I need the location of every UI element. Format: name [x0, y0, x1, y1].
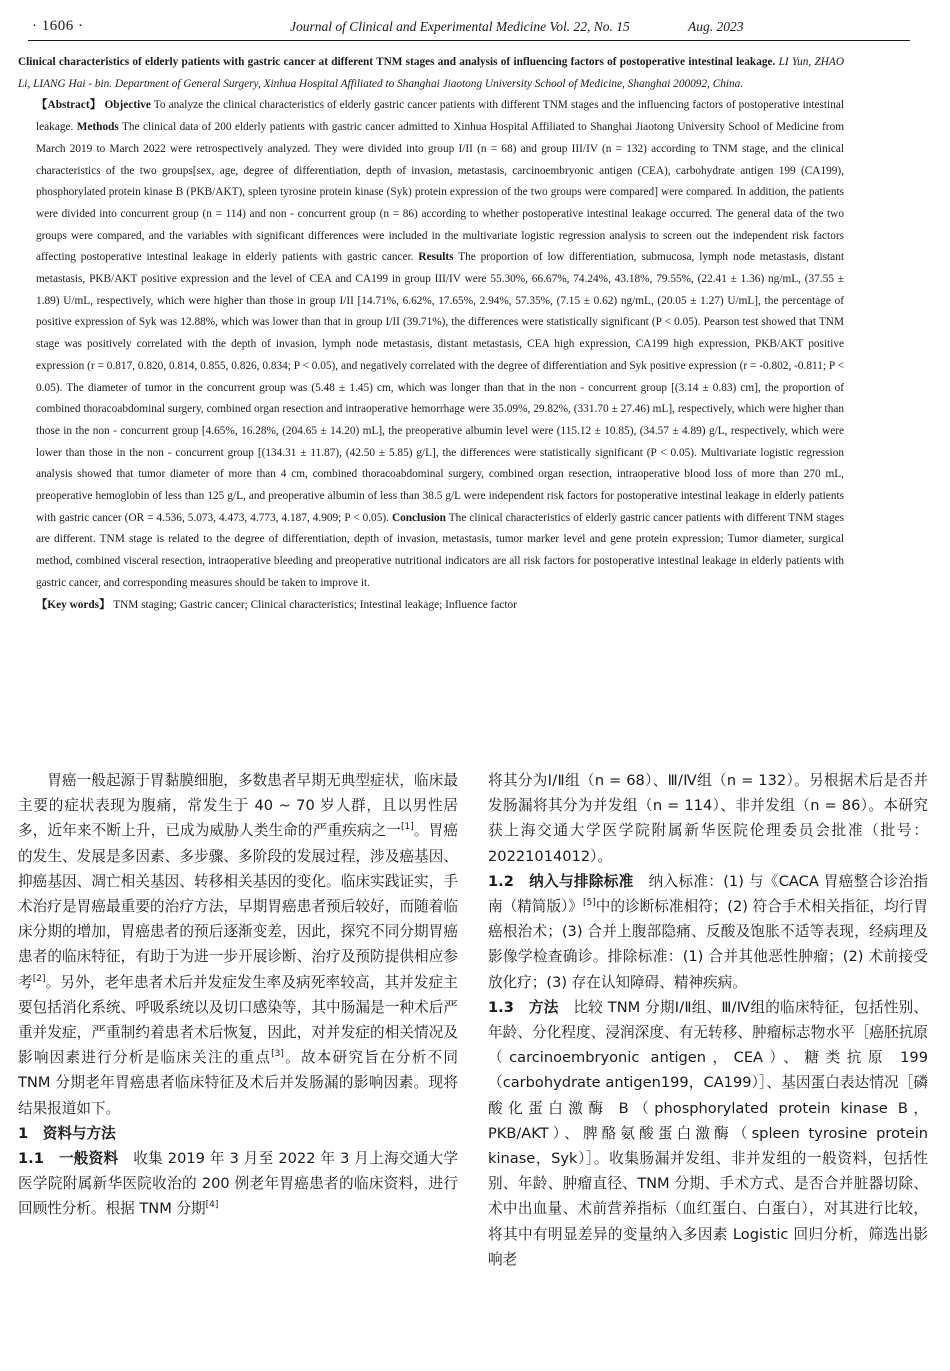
subsection-1-2-text-2: 中的诊断标准相符；(2) 符合手术相关指征，均行胃癌根治术；(3) 合并上腹部隐痛、反酸及饱胀不适等表现，经病理及影像学检查确诊。排除标准：(1) 合并其他恶性肿瘤；(2) 术前接受放化疗；(3) 存在认知障碍、精神疾病。 [488, 898, 928, 991]
subsection-1-2-text-1: 纳入标准：(1) 与《CACA 胃癌整合诊治指南（精简版）》 [488, 872, 928, 916]
citation-2: [2] [32, 973, 46, 984]
keywords-label: 【Key words】 [36, 598, 111, 611]
page-number: · 1606 · [32, 18, 84, 34]
methods-label: Methods [76, 121, 119, 134]
subsection-1-3-title: 1.3 方法 [488, 998, 559, 1016]
left-column [18, 768, 458, 1222]
issue-date: Aug. 2023 [688, 19, 744, 34]
subsection-1-2 [488, 869, 928, 995]
running-header [28, 16, 910, 41]
intro-text-3: 。另外，老年患者术后并发症发生率及病死率较高，其并发症主要包括消化系统、呼吸系统以及切口感染等，其中肠漏是一种术后严重并发症，严重制约着患者术后恢复，因此，对并发症的相关情况及影响因素进行分析是临床关注的重点 [18, 973, 458, 1067]
intro-paragraph [18, 768, 458, 1121]
intro-text-1: 胃癌一般起源于胃黏膜细胞，多数患者早期无典型症状，临床最主要的症状表现为腹痛，常发生于 40 ~ 70 岁人群，且以男性居多，近年来不断上升，已成为威胁人类生命的严重疾病之一 [18, 772, 458, 840]
english-authors: LI Yun, ZHAO Li, LIANG Hai - bin. [18, 56, 844, 90]
subsection-1-1 [18, 1146, 458, 1222]
subsection-1-3 [488, 995, 928, 1272]
english-affiliation: Department of General Surgery, Xinhua Hospital Affiliated to Shanghai Jiaotong University School of Medicine, Shanghai 200092, China. [114, 77, 744, 90]
citation-4: [4] [205, 1200, 219, 1211]
abstract-label: 【Abstract】 [36, 99, 102, 112]
english-title: Clinical characteristics of elderly patients with gastric cancer at different TNM stages and analysis of influencing factors of postoperative intestinal leakage. [18, 56, 776, 68]
subsection-1-3-text: 比较 TNM 分期Ⅰ/Ⅱ组、Ⅲ/Ⅳ组的临床特征，包括性别、年龄、分化程度、浸润深度、有无转移、肿瘤标志物水平［癌胚抗原（carcinoembryonic antigen，CEA）、糖类抗原 199（carbohydrate antigen199，CA199）］、基因蛋白表达情况［磷酸化蛋白激酶 B（phosphorylated protein kinase B，PKB/AKT）、脾酪氨酸蛋白激酶（spleen tyrosine protein kinase，Syk）］。收集肠漏并发组、非并发组的一般资料，包括性别、年龄、肿瘤直径、TNM 分期、手术方式、是否合并脏器切除、术中出血量、术前营养指标（血红蛋白、白蛋白），对其进行比较，将其中有明显差异的变量纳入多因素 Logistic 回归分析，筛选出影响老 [488, 998, 928, 1268]
keywords-line [18, 595, 844, 617]
journal-name: Journal of Clinical and Experimental Medicine Vol. 22, No. 15 [290, 19, 630, 34]
objective-text: To analyze the clinical characteristics of elderly gastric cancer patients with different TNM stages and the influencing factors of postoperative intestinal leakage. [36, 99, 844, 134]
results-label: Results [418, 251, 454, 264]
subsection-1-1-text: 收集 2019 年 3 月至 2022 年 3 月上海交通大学医学院附属新华医院收治的 200 例老年胃癌患者的临床资料，进行回顾性分析。根据 TNM 分期 [18, 1150, 458, 1218]
right-column [488, 768, 928, 1272]
intro-text-2: 。胃癌的发生、发展是多因素、多步骤、多阶段的发展过程，涉及癌基因、抑癌基因、凋亡相关基因、转移相关基因的变化。临床实践证实，手术治疗是胃癌最重要的治疗方法，早期胃癌患者预后较好，而随着临床分期的增加，胃癌患者的预后逐渐变差，因此，探究不同分期胃癌患者的临床特征，有助于为进一步开展诊断、治疗及预防提供相应参考 [18, 822, 458, 991]
conclusion-text: The clinical characteristics of elderly gastric cancer patients with different TNM stages are different. TNM stage is related to the degree of differentiation, depth of invasion, metastasis, tumor marker level and gene protein expression; Tumor diameter, surgical method, combined visceral resection, intraoperative bleeding and preoperative nutritional indicators are all risk factors for postoperative intestinal leakage in elderly patients with gastric cancer, and corresponding measures should be taken to improve it. [36, 511, 845, 589]
citation-3: [3] [271, 1049, 284, 1060]
results-text: The proportion of low differentiation, submucosa, lymph node metastasis, distant metastasis, PKB/AKT positive expression and the level of CEA and CA199 in group III/IV were 55.30%, 66.67%, 74.24%, 43.18%, 79.55%, (22.41 ± 1.36) ng/mL, (37.55 ± 1.89) U/mL, respectively, which were higher than those in group I/II [14.71%, 6.62%, 17.65%, 2.94%, 57.35%, (7.15 ± 0.62) ng/mL, (20.05 ± 1.27) U/mL], the percentage of positive expression of Syk was 12.88%, which was lower than that in group I/II (39.71%), the differences were statistically significant (P < 0.05). Pearson test showed that TNM stage was positively correlated with the depth of invasion, lymph node metastasis, distant metastasis, CEA high expression, CA199 high expression, PKB/AKT positive expression (r = 0.817, 0.820, 0.814, 0.855, 0.826, 0.834; P < 0.05), and negatively correlated with the degree of differentiation and Syk positive expression (r = -0.802, -0.811; P < 0.05). The diameter of tumor in the concurrent group was (5.48 ± 1.45) cm, which was longer than that in the non - concurrent group [(3.14 ± 0.83) cm], the proportion of combined thoracoabdominal surgery, combined organ resection and intraoperative hemorrhage were 35.09%, 29.82%, (331.70 ± 27.46) mL], respectively, which were higher than those in the non - concurrent group [4.65%, 16.28%, (204.65 ± 14.20) mL], the preoperative albumin level were (115.12 ± 10.85), (34.57 ± 4.89) g/L, respectively, which were lower than those in the non - concurrent group [(134.31 ± 11.87), (42.50 ± 5.85) g/L], the differences were statistically significant (P < 0.05). Multivariate logistic regression analysis showed that tumor diameter of more than 4 cm, combined thoracoabdominal surgery, combined organ resection, intraoperative blood loss of more than 270 mL, preoperative hemoglobin of less than 125 g/L, and preoperative albumin of less than 38.5 g/L were independent risk factors for postoperative intestinal leakage in elderly patients with gastric cancer (OR = 4.536, 5.073, 4.473, 4.773, 4.187, 4.909; P < 0.05). [36, 251, 844, 524]
objective-label: Objective [104, 99, 151, 112]
keywords-text: TNM staging; Gastric cancer; Clinical characteristics; Intestinal leakage; Influence factor [113, 598, 517, 611]
conclusion-label: Conclusion [391, 511, 446, 524]
citation-1: [1] [401, 822, 414, 833]
subsection-1-2-title: 1.2 纳入与排除标准 [488, 872, 634, 890]
english-abstract [18, 52, 844, 616]
subsection-1-1-title: 1.1 一般资料 [18, 1150, 119, 1168]
section-1-title: 1 资料与方法 [18, 1124, 116, 1142]
methods-text: The clinical data of 200 elderly patients with gastric cancer admitted to Xinhua Hospital Affiliated to Shanghai Jiaotong University School of Medicine from March 2019 to March 2022 were retrospectively analyzed. They were divided into group I/II (n = 68) and group III/IV (n = 132) according to TNM stage, and the clinical characteristics of the two groups[sex, age, degree of differentiation, depth of invasion, metastasis, carcinoembryonic antigen (CEA), carbohydrate antigen 199 (CA199), phosphorylated protein kinase B (PKB/AKT), spleen tyrosine protein kinase (Syk) protein expression of the two groups were compared] were compared. In addition, the patients were divided into concurrent group (n = 114) and non - concurrent group (n = 86) according to whether postoperative intestinal leakage occurred. The general data of the two groups were compared, and the variables with significant differences were included in the multivariate logistic regression analysis to screen out the independent risk factors affecting postoperative intestinal leakage in elderly patients with gastric cancer. [36, 121, 845, 264]
continued-paragraph: 将其分为Ⅰ/Ⅱ组（n = 68）、Ⅲ/Ⅳ组（n = 132）。另根据术后是否并发肠漏将其分为并发组（n = 114）、非并发组（n = 86）。本研究获上海交通大学医学院附属新华医院伦理委员会批准（批号：20221014012）。 [488, 772, 928, 865]
english-title-block [18, 52, 844, 95]
intro-text-4: 。故本研究旨在分析不同 TNM 分期老年胃癌患者临床特征及术后并发肠漏的影响因素。现将结果报道如下。 [18, 1049, 458, 1117]
abstract-body [18, 95, 844, 594]
citation-5: [5] [583, 898, 596, 909]
